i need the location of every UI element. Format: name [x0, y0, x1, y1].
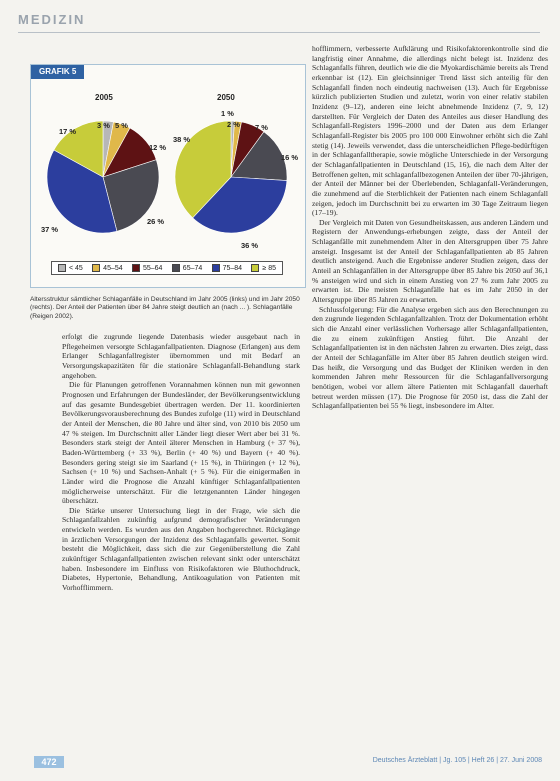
legend-swatch — [92, 264, 100, 272]
legend-swatch — [58, 264, 66, 272]
pct-2005-45-54: 5 % — [115, 121, 128, 130]
legend-item — [251, 264, 276, 272]
legend-item — [58, 264, 83, 272]
legend-label: < 45 — [69, 264, 83, 272]
legend-swatch — [172, 264, 180, 272]
pct-2005-ge85: 17 % — [59, 127, 77, 136]
figure-label: GRAFIK 5 — [31, 65, 84, 79]
pct-2005-65-74: 26 % — [147, 217, 165, 226]
legend-label: 75–84 — [222, 264, 243, 272]
figure-box — [30, 64, 306, 288]
paragraph: Schlussfolgerung: Für die Analyse ergeben sich aus den Berechnungen zu den zugrunde liegenden Schlaganfallzahlen. Trotz der Dokumentation erhöht sich die Anzahl einer verlässlichen Vorhersage aller Schlaganfallpatienten, die zu einem zukünftigen Anstieg führt. Die Anzahl der Schlaganfallpatienten ist in den nächsten Jahren zu erwarten. Dies zeigt, dass der Anteil der Schlaganfälle im Alter über 85 Jahren deutlich steigen wird. Das heißt, die Versorgung und das Budget der Kliniken werden in den kommenden Jahren mehr Ressourcen für die Schlaganfallversorgung benötigen, wobei vor allem ältere Patienten mit Schlaganfall dauerhaft betreut werden müssen (17). Die Prognose für 2050 ist, dass die Zahl der Schlaganfallpatienten bei 55 % liegt, insbesondere im Alter. — [312, 304, 548, 411]
paragraph: erfolgt die zugrunde liegende Datenbasis wieder ausgebaut nach in Pflegeheimen versorgte Schlaganfallpatienten. Diagnose (Erlangen) aus dem Erlanger Schlaganfallregister übernommen und mit Bedarf an Versorgungskapazitäten für die stationäre Schlaganfall-Behandlung stark angehoben. — [62, 332, 300, 380]
paragraph: Der Vergleich mit Daten von Gesundheitskassen, aus anderen Ländern und Registern der Anwendungs-erhebungen zeigte, dass der Anteil der Schlaganfälle mit zunehmendem Alter in den Altersgruppen über 75 Jahre ansteigt. Insgesamt ist der Anteil der Schlaganfallpatienten ab 85 Jahren deutlich ansteigend. Auch die Ergebnisse anderer Studien zeigen, dass der Anteil an Schlaganfällen in der Altersgruppe über 85 Jahre bis 2050 auf 36,1 % ansteigen wird und sich in einem Anstieg von 27 % zum Jahr 2005 zu erwarten ist. Die meisten Schlaganfälle hat es im Jahr 2050 in der Altersgruppe über 85 Jahren zu erwarten. — [312, 217, 548, 305]
legend-item — [132, 264, 162, 272]
section-rubric: MEDIZIN — [18, 12, 86, 27]
legend-label: 55–64 — [142, 264, 163, 272]
pct-2050-lt45: 1 % — [221, 109, 234, 118]
pct-2005-55-64: 12 % — [149, 143, 167, 152]
paragraph: hofflimmern, verbesserte Aufklärung und Risikofaktorenkontrolle sind die langfristig einer Annahme, die allerdings nicht belegt ist. Inzidenz des Schlaganfalls führen, deutlich wie die die Myokardischämie bereits als Trend erkennbar ist (12). Ein gleichsinniger Trend lässt sich anteilig für den Schlaganfall finden noch eindeutig nachweisen (13). Auch für Ergebnisse kürzlich publizierten Studien und zuletzt, worin von einer relativ stabilen Inzidenz (9–12), anderen eine leicht abnehmende Inzidenz (7, 9, 12) darstellten. Für Vergleich der Daten des Anteiles aus dieser Handlung des Schlaganfall-Registers 1996–2000 und der Daten aus dem Erlanger Schlaganfall-Register bis 2005 pro 100 000 Einwohner erhöht sich die Zahl stetig (14). Jeweils verwendet, dass die unterscheidlichen Pflege-bedürftigen in der Schlaganfalltherapie, sowie mögliche Unterschiede in der Versorgung der Schlaganfallpatienten in Deutschland (15, 16), die nach dem Alter der Betroffenen gelten, mit schlaganfallbezogenen Anteilen der über 70-jährigen, der Anteil der Männer bei der Überlebenden, Schlaganfall-Veränderungen, die zunehmend auf die Sterblichkeit der Patienten nach einem Schlaganfall zeigen, jedoch im Durchschnitt bei zu erwarten im 30 Tage Zeitraum liegen (17–19). — [312, 44, 548, 218]
year-2050-label: 2050 — [217, 93, 235, 102]
text-column-left — [62, 332, 300, 593]
pct-2050-45-54: 2 % — [227, 120, 240, 129]
legend-swatch — [132, 264, 140, 272]
legend-item — [212, 264, 242, 272]
legend-item — [172, 264, 202, 272]
year-2005-label: 2005 — [95, 93, 113, 102]
pct-2005-lt45: 3 % — [97, 121, 110, 130]
page-number: 472 — [34, 756, 64, 768]
paragraph: Die für Planungen getroffenen Vorannahmen können nun mit gewonnen Prognosen und Erfahrungen der Bundesländer, der Bevölkerungsentwicklung auf das gesamte Bundesgebiet übertragen werden. Der 11. koordinierten Bevölkerungsvorausberechnung des Bundes zufolge (11) wird in Deutschland der Anteil der Menschen, die 80 Jahre und älter sind, von 2010 bis 2050 um 47 % steigen. Im Durchschnitt aller Länder liegt dieser Wert aber bei 31 %. Besonders stark steigt der Anteil älterer Menschen in Hamburg (+ 37 %), Baden-Württemberg (+ 33 %), Berlin (+ 40 %) und Bayern (+ 40 %). Besonders gering steigt sie im Saarland (+ 15 %), in Thüringen (+ 12 %), Sachsen (+ 10 %) und Sachsen-Anhalt (+ 5 %). Für die einigermaßen in Länder wird die Prognose die Anzahl künftiger Schlaganfallpatienten möglicherweise unterschätzt. Für die letztgenannten Länder hingegen überschätzt. — [62, 380, 300, 506]
pct-2005-75-84: 37 % — [41, 225, 59, 234]
pct-2050-65-74: 16 % — [281, 153, 299, 162]
figure-caption: Altersstruktur sämtlicher Schlaganfälle in Deutschland im Jahr 2005 (links) und im Jahr 2050 (rechts). Der Anteil der Patienten über 84 Jahre steigt deutlich an (nach ... ). Schlaganfälle (Reigen 2002). — [30, 296, 300, 320]
legend-item — [92, 264, 122, 272]
legend-swatch — [251, 264, 259, 272]
pct-2050-55-64: 7 % — [255, 123, 268, 132]
text-column-right — [312, 44, 548, 411]
legend-label: 65–74 — [182, 264, 203, 272]
journal-citation: Deutsches Ärzteblatt | Jg. 105 | Heft 26 | 27. Juni 2008 — [372, 757, 542, 764]
pct-2050-75-84: 36 % — [241, 241, 259, 250]
paragraph: Die Stärke unserer Untersuchung liegt in der Frage, wie sich die Schlaganfallzahlen zukünftig aufgrund demografischer Veränderungen entwickeln werden. Es wurden aus den Angaben hochgerechnet. Rückgänge in ärztlichen Versorgungen der Inzidenz des Schlaganfalls gewertet. Somit besteht die Möglichkeit, dass sich die zur Gegenüberstellung die Zahl zukünftiger Schlaganfallpatienten zwischen relevant sinkt oder unterschätzt haben. Insbesondere im Einfluss von Risikofaktoren wie Bluthochdruck, Diabetes, Hypertonie, Behandlung, Antikoagulation von Patienten mit Vorhofflimmern. — [62, 505, 300, 593]
legend-label: 45–54 — [103, 264, 123, 272]
pct-2050-ge85: 38 % — [173, 135, 191, 144]
legend-swatch — [212, 264, 220, 272]
rubric-divider — [18, 32, 540, 33]
chart-legend — [51, 261, 283, 275]
pie-charts — [31, 65, 305, 255]
legend-label: ≥ 85 — [262, 264, 276, 272]
